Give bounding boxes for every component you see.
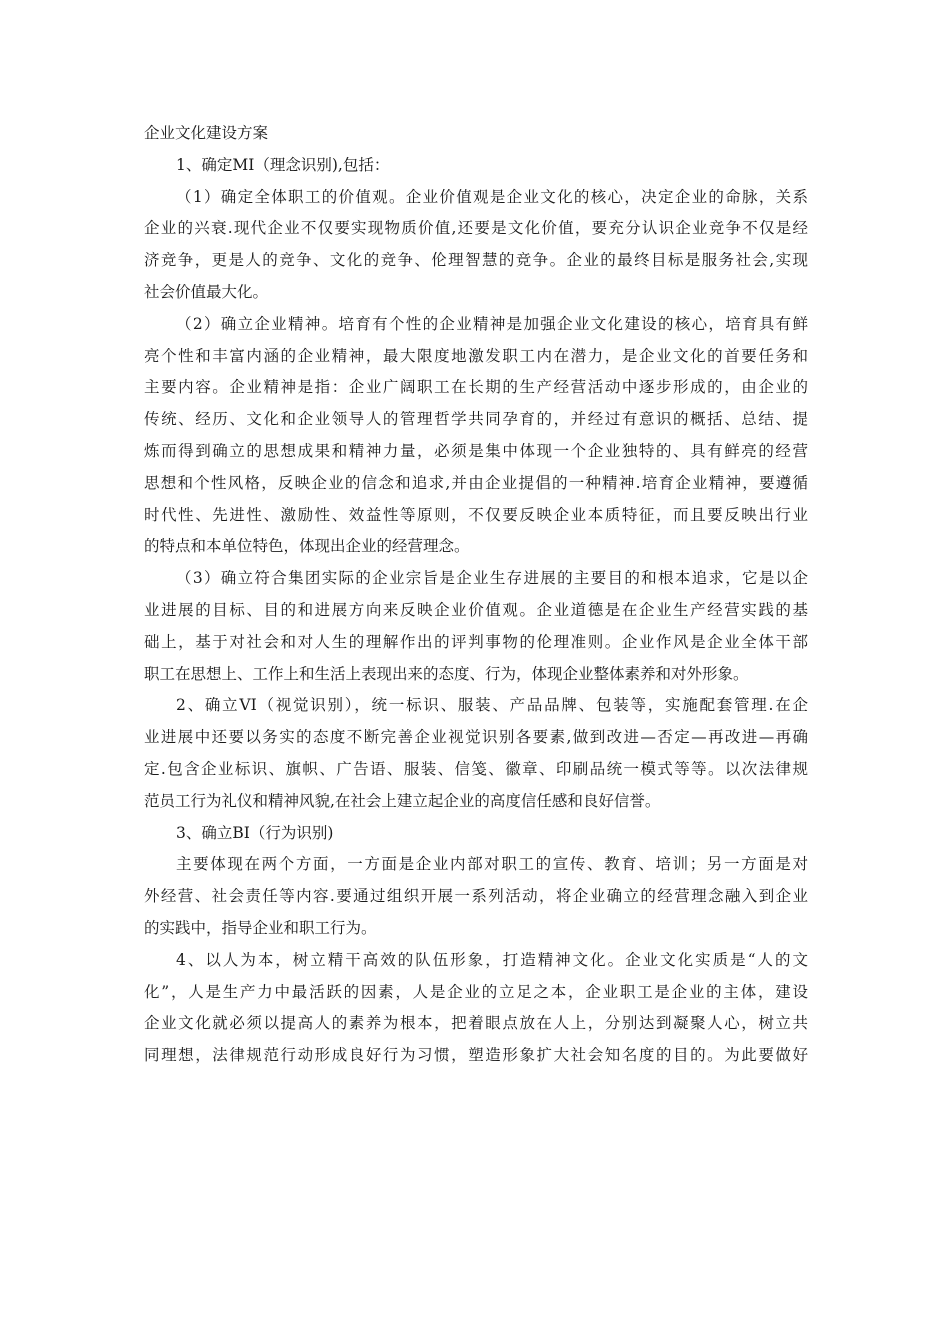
paragraph-line: 范员工行为礼仪和精神风貌,在社会上建立起企业的高度信任感和良好信誉。: [144, 791, 661, 810]
paragraph-line: 炼而得到确立的思想成果和精神力量，必须是集中体现一个企业独特的、具有鲜亮的经营: [144, 441, 808, 460]
section-heading-people: 4、以人为本，树立精干高效的队伍形象，打造精神文化。企业文化实质是“人的文: [176, 950, 808, 969]
paragraph-line: 社会价值最大化。: [144, 282, 269, 301]
section-heading-mi: 1、确定MI（理念识别),包括：: [176, 155, 390, 174]
paragraph-line: 的实践中，指导企业和职工行为。: [144, 918, 377, 937]
paragraph-line: 企业文化就必须以提高人的素养为根本，把着眼点放在人上，分别达到凝聚人心，树立共: [144, 1014, 808, 1033]
paragraph-line: 亮个性和丰富内涵的企业精神，最大限度地激发职工内在潜力，是企业文化的首要任务和: [144, 346, 808, 365]
paragraph-line: 的特点和本单位特色，体现出企业的经营理念。: [144, 537, 470, 556]
document-title: 企业文化建设方案: [144, 124, 269, 142]
paragraph-line: 础上，基于对社会和对人生的理解作出的评判事物的伦理准则。企业作风是企业全体干部: [144, 632, 808, 651]
paragraph-line: （1）确定全体职工的价值观。企业价值观是企业文化的核心，决定企业的命脉，关系: [176, 187, 808, 206]
paragraph-line: 主要体现在两个方面，一方面是企业内部对职工的宣传、教育、培训；另一方面是对: [176, 855, 808, 874]
paragraph-line: 企业的兴衰.现代企业不仅要实现物质价值,还要是文化价值，要充分认识企业竞争不仅是经: [144, 219, 808, 238]
paragraph-line: 职工在思想上、工作上和生活上表现出来的态度、行为，体现企业整体素养和对外形象。: [144, 664, 749, 683]
paragraph-line: 同理想，法律规范行动形成良好行为习惯，塑造形象扩大社会知名度的目的。为此要做好: [144, 1046, 808, 1065]
paragraph-line: 思想和个性风格，反映企业的信念和追求,并由企业提倡的一种精神.培育企业精神，要遵循: [144, 473, 808, 492]
paragraph-line: 传统、经历、文化和企业领导人的管理哲学共同孕育的，并经过有意识的概括、总结、提: [144, 410, 808, 429]
section-heading-bi: 3、确立BI（行为识别): [176, 823, 334, 842]
paragraph-line: （2）确立企业精神。培育有个性的企业精神是加强企业文化建设的核心，培育具有鲜: [176, 314, 808, 333]
paragraph-line: 外经营、社会责任等内容.要通过组织开展一系列活动，将企业确立的经营理念融入到企业: [144, 887, 808, 906]
section-heading-vi: 2、确立VI（视觉识别），统一标识、服装、产品品牌、包装等，实施配套管理.在企: [176, 696, 808, 715]
paragraph-line: 时代性、先进性、激励性、效益性等原则，不仅要反映企业本质特征，而且要反映出行业: [144, 505, 808, 524]
paragraph-line: 化”，人是生产力中最活跃的因素，人是企业的立足之本，企业职工是企业的主体，建设: [144, 982, 808, 1001]
paragraph-line: 主要内容。企业精神是指：企业广阔职工在长期的生产经营活动中逐步形成的，由企业的: [144, 378, 808, 397]
paragraph-line: 业进展的目标、目的和进展方向来反映企业价值观。企业道德是在企业生产经营实践的基: [144, 600, 808, 619]
paragraph-line: 济竞争，更是人的竞争、文化的竞争、伦理智慧的竞争。企业的最终目标是服务社会,实现: [144, 251, 808, 270]
paragraph-line: 业进展中还要以务实的态度不断完善企业视觉识别各要素,做到改进—否定—再改进—再确: [144, 728, 808, 747]
paragraph-line: 定.包含企业标识、旗帜、广告语、服装、信笺、徽章、印刷品统一模式等等。以次法律规: [144, 759, 808, 778]
paragraph-line: （3）确立符合集团实际的企业宗旨是企业生存进展的主要目的和根本追求，它是以企: [176, 569, 808, 588]
document-body: [144, 118, 808, 1072]
